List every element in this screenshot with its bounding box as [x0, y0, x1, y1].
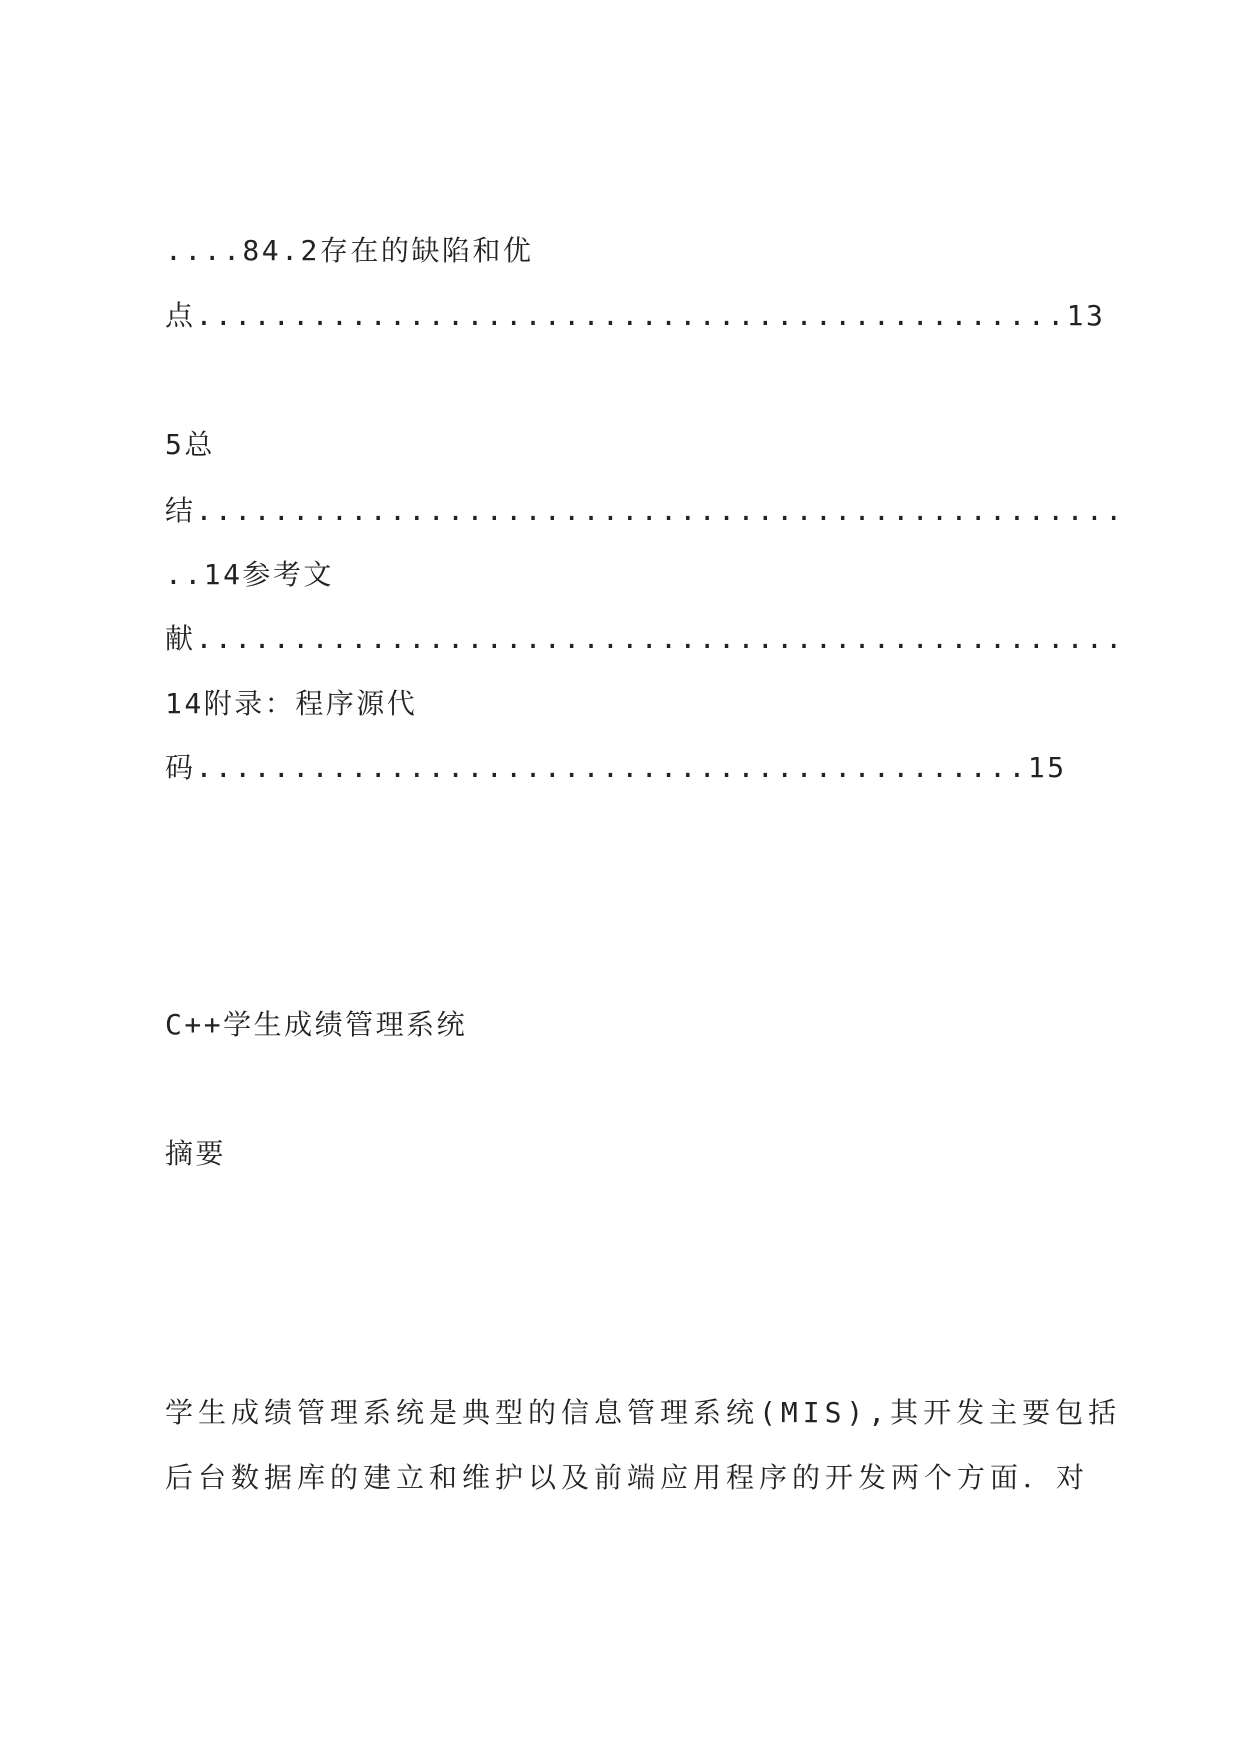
toc-line: 点.............................................13: [165, 299, 1106, 332]
toc-line: 14附录：程序源代: [165, 687, 418, 720]
abstract-line: 后台数据库的建立和维护以及前端应用程序的开发两个方面．对: [165, 1461, 1090, 1494]
toc-line: 结................................................: [165, 494, 1125, 527]
abstract-line: 学生成绩管理系统是典型的信息管理系统(MIS),其开发主要包括: [165, 1396, 1122, 1429]
toc-line: 码...........................................15: [165, 751, 1067, 784]
toc-line: 5总: [165, 428, 215, 461]
toc-line: ..14参考文: [165, 558, 334, 591]
toc-line: 献................................................: [165, 622, 1125, 655]
toc-line: ....84.2存在的缺陷和优: [165, 234, 534, 267]
abstract-heading: 摘要: [165, 1137, 227, 1170]
document-title: C++学生成绩管理系统: [165, 1008, 468, 1041]
